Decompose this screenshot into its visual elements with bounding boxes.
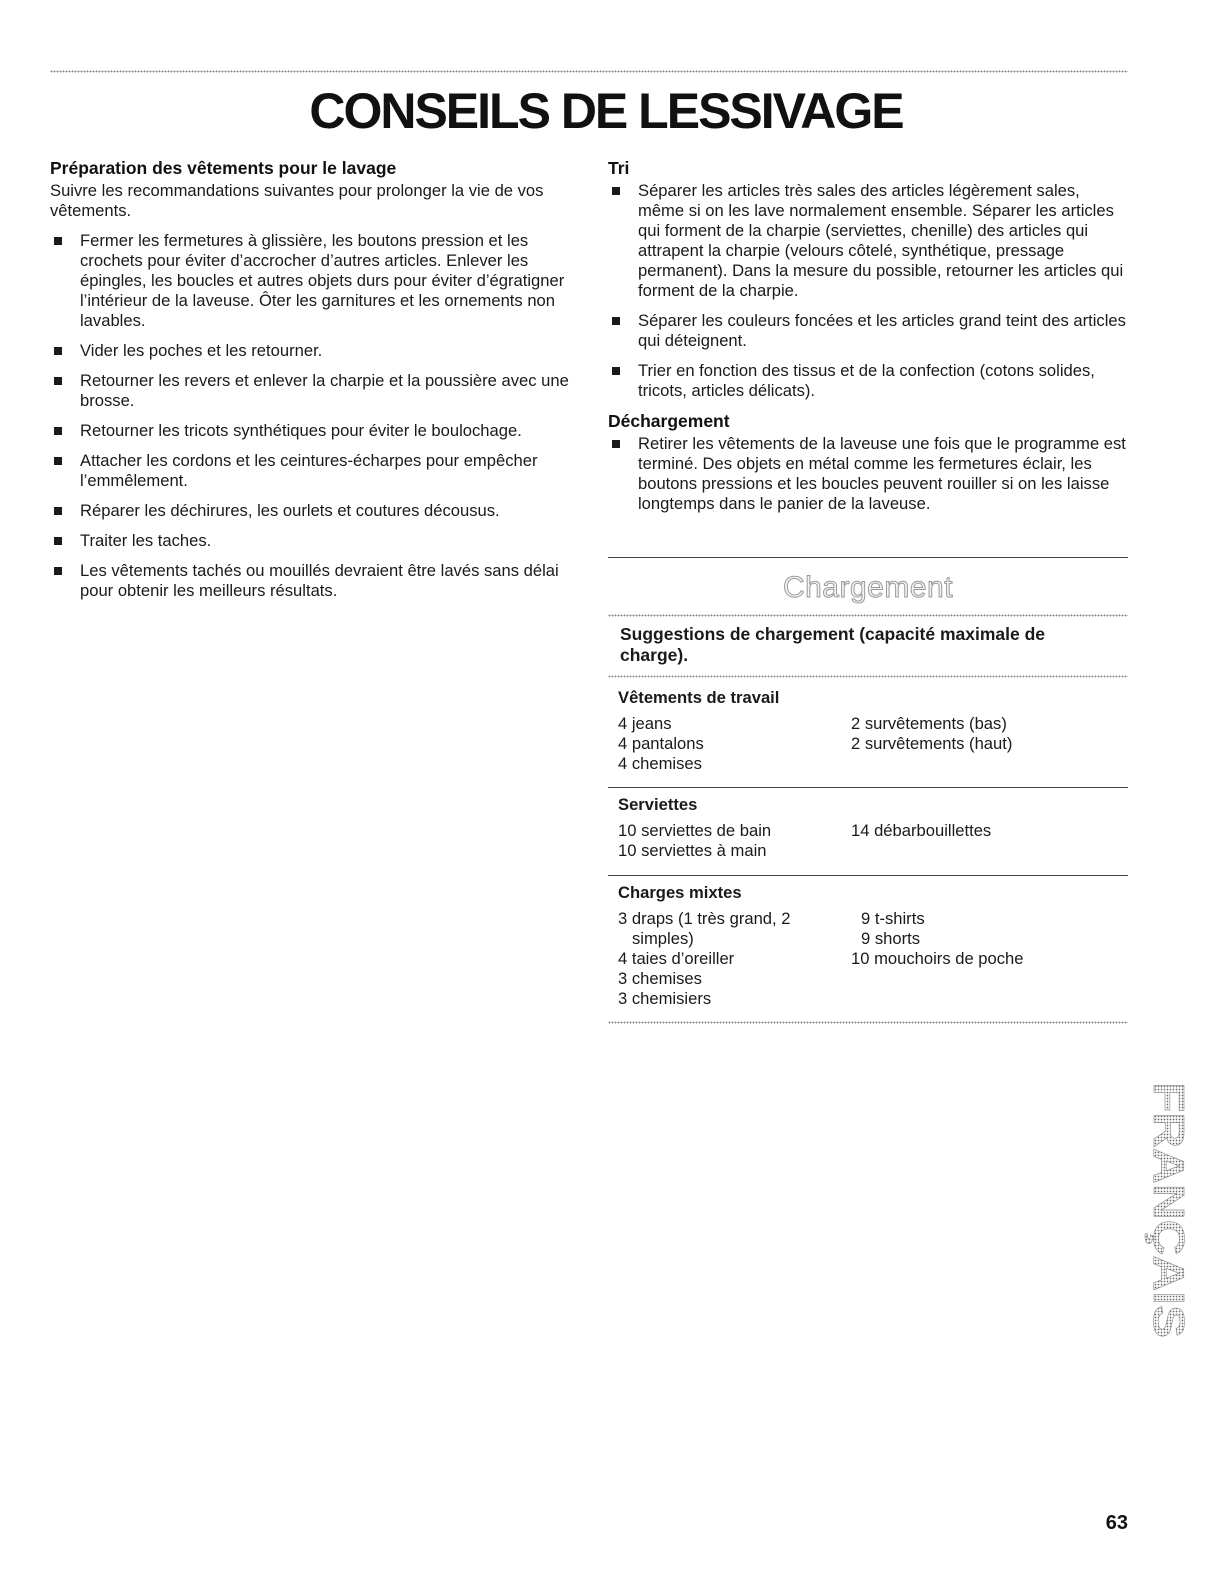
list-item-text: Fermer les fermetures à glissière, les boutons pression et les crochets pour éviter d’accrocher d’autres articles. Enlever les épingles, les boucles et autres objets durs pour éviter d’égratigner l’intérieur de la laveuse. Ôter les garnitures et les ornements non lavables. [80,231,565,330]
bullet-square-icon [54,567,62,575]
bullet-square-icon [612,367,620,375]
group-divider [608,875,1128,876]
load-item: 4 jeans [618,714,672,733]
preparation-list [50,231,570,601]
list-item [50,561,570,601]
dotted-divider [608,675,1128,678]
list-item [50,451,570,491]
bullet-square-icon [54,377,62,385]
dechargement-section [608,411,1128,514]
list-item-text: Réparer les déchirures, les ourlets et coutures décousus. [80,501,500,520]
page-number: 63 [1105,1512,1128,1534]
chargement-title: Chargement [782,571,954,604]
load-item: 9 t-shirts [861,909,925,928]
load-group-title: Vêtements de travail [618,688,780,707]
list-item [50,231,570,331]
list-item [50,421,570,441]
list-item-text: Séparer les articles très sales des articles légèrement sales, même si on les lave normalement ensemble. Séparer les articles qui forment de la charpie (serviettes, chenille) des articles qui attrapent la charpie (velours côtelé, synthétique, pressage permanent). Dans la mesure du possible, retourner les articles qui forment de la charpie. [638,181,1124,300]
load-item: 4 chemises [618,754,702,773]
chargement-divider [608,557,1128,558]
list-item-text: Séparer les couleurs foncées et les articles grand teint des articles qui déteignent. [638,311,1126,350]
load-group-title: Serviettes [618,795,698,814]
group-divider [608,787,1128,788]
list-item-text: Trier en fonction des tissus et de la confection (cotons solides, tricots, articles délicats). [638,361,1095,400]
load-item: 4 taies d’oreiller [618,949,735,968]
list-item-text: Retourner les tricots synthétiques pour éviter le boulochage. [80,421,522,440]
load-item: 3 draps (1 très grand, 2 [618,909,791,928]
bullet-square-icon [54,427,62,435]
load-item: 10 mouchoirs de poche [851,949,1024,968]
load-group-title: Charges mixtes [618,883,742,902]
top-dotted-rule [50,70,1128,73]
list-item-text: Retirer les vêtements de la laveuse une fois que le programme est terminé. Des objets en métal comme les fermetures éclair, les boutons pressions et les boucles peuvent rouiller si on les laisse longtemps dans le panier de la laveuse. [638,434,1126,513]
load-item: 3 chemisiers [618,989,712,1008]
side-label-svg [1140,1082,1192,1338]
bullet-square-icon [612,187,620,195]
load-group-towels [618,795,1128,861]
bullet-square-icon [54,537,62,545]
side-language-tab [1140,1082,1192,1338]
list-item [608,361,1128,401]
load-group-work [618,688,1128,774]
load-item: 9 shorts [861,929,921,948]
preparation-heading: Préparation des vêtements pour le lavage [50,158,397,178]
list-item [50,531,570,551]
load-suggestions-heading: Suggestions de chargement (capacité maximale de charge). [620,624,1046,665]
right-column [608,158,1128,524]
load-item: simples) [632,929,694,948]
page-title: CONSEILS DE LESSIVAGE [309,83,903,139]
bullet-square-icon [612,440,620,448]
bullet-square-icon [54,457,62,465]
load-item: 3 chemises [618,969,702,988]
dotted-divider [608,1021,1128,1024]
list-item-text: Les vêtements tachés ou mouillés devraient être lavés sans délai pour obtenir les meilleurs résultats. [80,561,559,600]
list-item-text: Retourner les revers et enlever la charpie et la poussière avec une brosse. [80,371,569,410]
dotted-divider [608,614,1128,617]
list-item [608,181,1128,301]
list-item [50,341,570,361]
list-item-text: Traiter les taches. [80,531,212,550]
list-item-text: Vider les poches et les retourner. [80,341,323,360]
load-item: 2 survêtements (haut) [851,734,1013,753]
list-item [50,371,570,411]
load-item: 4 pantalons [618,734,704,753]
dechargement-list [608,434,1128,514]
side-label-text: FRANÇAIS [1144,1082,1192,1310]
dechargement-heading: Déchargement [608,411,730,431]
bullet-square-icon [54,347,62,355]
tri-list [608,181,1128,401]
tri-section [608,158,1128,401]
load-item: 10 serviettes de bain [618,821,772,840]
preparation-intro: Suivre les recommandations suivantes pour prolonger la vie de vos vêtements. [50,181,544,220]
left-column [50,158,570,611]
list-item-text: Attacher les cordons et les ceintures-écharpes pour empêcher l’emmêlement. [80,451,538,490]
load-item: 10 serviettes à main [618,841,767,860]
bullet-square-icon [54,507,62,515]
load-item: 2 survêtements (bas) [851,714,1007,733]
load-item: 14 débarbouillettes [851,821,992,840]
load-group-mixed [618,883,1128,1009]
list-item [50,501,570,521]
list-item [608,311,1128,351]
bullet-square-icon [54,237,62,245]
list-item [608,434,1128,514]
bullet-square-icon [612,317,620,325]
tri-heading: Tri [608,158,630,178]
